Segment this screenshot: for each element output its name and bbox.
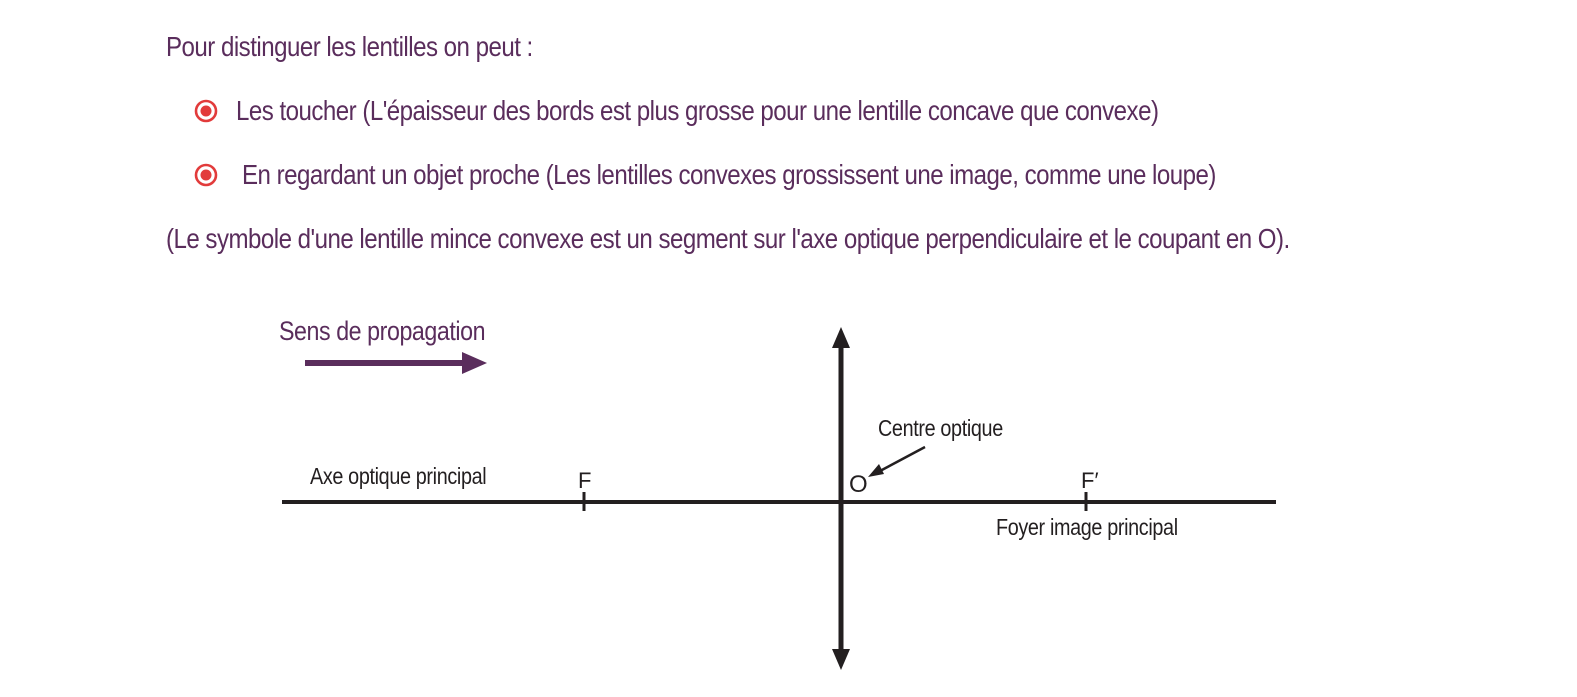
- pointer-arrow: [868, 447, 925, 477]
- bullet-text: Les toucher (L'épaisseur des bords est plus grosse pour une lentille concave que convexe): [236, 95, 1159, 126]
- note-text: (Le symbole d'une lentille mince convexe est un segment sur l'axe optique perpendiculaire et le coupant en O).: [166, 223, 1290, 254]
- convex-lens-symbol: [832, 327, 850, 670]
- center-label: O: [849, 471, 868, 498]
- intro-text: Pour distinguer les lentilles on peut :: [166, 31, 533, 62]
- center-caption: Centre optique: [878, 415, 1003, 442]
- propagation-label: Sens de propagation: [279, 316, 486, 347]
- bullet-text: En regardant un objet proche (Les lentilles convexes grossissent une image, comme une loupe): [242, 159, 1216, 190]
- focus-image-caption: Foyer image principal: [995, 514, 1178, 541]
- arrow-right-icon: [305, 352, 487, 374]
- axis-label: Axe optique principal: [309, 463, 487, 490]
- focus-object-label: F: [578, 468, 592, 493]
- focus-image-label: F′: [1081, 468, 1099, 493]
